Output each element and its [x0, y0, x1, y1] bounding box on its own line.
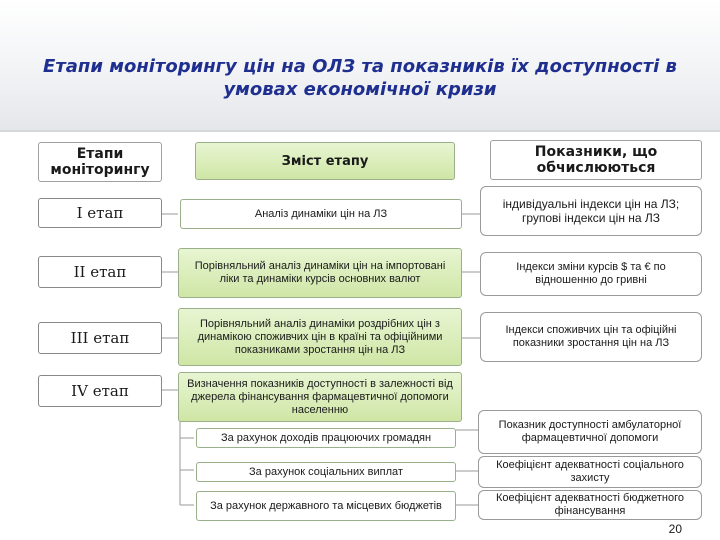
funding-source-3: За рахунок державного та місцевих бюджетів: [196, 491, 456, 521]
stage-1: І етап: [38, 198, 162, 228]
header-content: Зміст етапу: [195, 142, 455, 180]
stage-2: ІІ етап: [38, 256, 162, 288]
indicator-stage-1: індивідуальні індекси цін на ЛЗ; групові індекси цін на ЛЗ: [480, 186, 702, 236]
header-stages: Етапи моніторингу: [38, 142, 162, 182]
indicator-funding-1: Показник доступності амбулаторної фармацевтичної допомоги: [478, 410, 702, 454]
header-indicators: Показники, що обчислюються: [490, 140, 702, 180]
content-stage-2: Порівняльний аналіз динаміки цін на імпортовані ліки та динаміки курсів основних валют: [178, 248, 462, 298]
content-stage-3: Порівняльний аналіз динаміки роздрібних цін з динамікою споживчих цін в країні та офіційними показниками зростання цін на ЛЗ: [178, 308, 462, 366]
stage-4: IV етап: [38, 375, 162, 407]
content-stage-1: Аналіз динаміки цін на ЛЗ: [180, 199, 462, 229]
funding-source-1: За рахунок доходів працюючих громадян: [196, 428, 456, 448]
slide-title: Етапи моніторингу цін на ОЛЗ та показників їх доступності в умовах економічної кризи: [43, 56, 677, 100]
stage-3: ІІІ етап: [38, 322, 162, 354]
indicator-stage-3: Індекси споживчих цін та офіційні показники зростання цін на ЛЗ: [480, 312, 702, 362]
page-number: 20: [668, 522, 682, 536]
indicator-stage-2: Індекси зміни курсів $ та € по відношенню до гривні: [480, 252, 702, 296]
funding-source-2: За рахунок соціальних виплат: [196, 462, 456, 482]
indicator-funding-3: Коефіцієнт адекватності бюджетного фінансування: [478, 490, 702, 520]
indicator-funding-2: Коефіцієнт адекватності соціального захисту: [478, 456, 702, 488]
content-stage-4: Визначення показників доступності в залежності від джерела фінансування фармацевтичної допомоги населенню: [178, 372, 462, 422]
